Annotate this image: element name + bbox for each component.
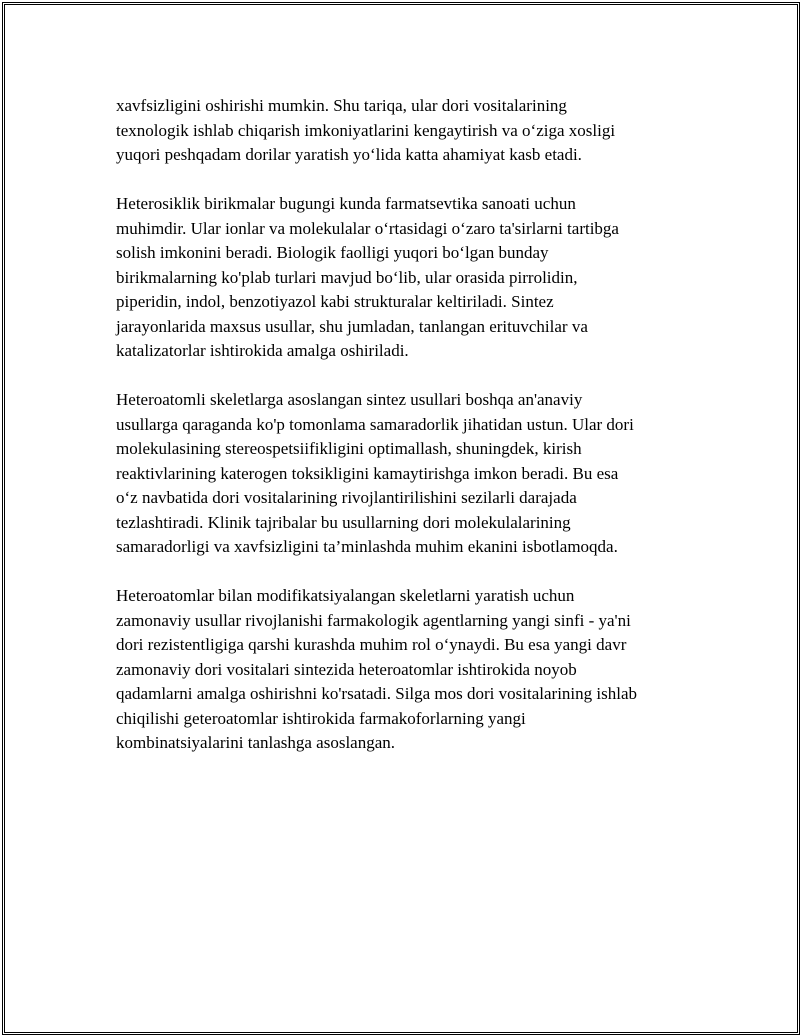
text-line: yuqori peshqadam dorilar yaratish yo‘lida katta ahamiyat kasb etadi.	[116, 145, 582, 164]
text-line: birikmalarning ko'plab turlari mavjud bo‘lib, ular orasida pirrolidin,	[116, 267, 578, 287]
text-line: kombinatsiyalarini tanlashga asoslangan.	[116, 733, 396, 752]
text-line: dori rezistentligiga qarshi kurashda muhim rol o‘ynaydi. Bu esa yangi davr	[116, 635, 627, 654]
text-line: zamonaviy usullar rivojlanishi farmakologik agentlarning yangi sinfi - ya'ni	[116, 610, 631, 630]
paragraph-4	[116, 584, 696, 756]
text-line: Heterosiklik birikmalar bugungi kunda farmatsevtika sanoati uchun	[116, 194, 576, 213]
text-line: usullarga qaraganda ko'p tomonlama samaradorlik jihatidan ustun. Ular dori	[116, 414, 634, 434]
text-line: qadamlarni amalga oshirishni ko'rsatadi. Silga mos dori vositalarining ishlab	[116, 684, 637, 703]
text-line: muhimdir. Ular ionlar va molekulalar o‘rtasidagi o‘zaro ta'sirlarni tartibga	[116, 218, 619, 238]
text-line: molekulasining stereospetsiifikligini optimallash, shuningdek, kirish	[116, 439, 582, 458]
text-line: xavfsizligini oshirishi mumkin. Shu tariqa, ular dori vositalarining	[116, 96, 567, 115]
text-line: katalizatorlar ishtirokida amalga oshiriladi.	[116, 341, 409, 360]
text-line: texnologik ishlab chiqarish imkoniyatlarini kengaytirish va o‘ziga xosligi	[116, 120, 616, 140]
text-line: Heteroatomlar bilan modifikatsiyalangan skeletlarni yaratish uchun	[116, 586, 575, 605]
text-line: solish imkonini beradi. Biologik faolligi yuqori bo‘lgan bunday	[116, 243, 549, 262]
paragraph-2	[116, 192, 696, 364]
text-line: o‘z navbatida dori vositalarining rivojlantirilishini sezilarli darajada	[116, 488, 577, 507]
text-line: piperidin, indol, benzotiyazol kabi strukturalar keltiriladi. Sintez	[116, 292, 554, 311]
text-line: samaradorligi va xavfsizligini ta’minlashda muhim ekanini isbotlamoqda.	[116, 537, 618, 556]
document-body	[116, 94, 696, 780]
text-line: tezlashtiradi. Klinik tajribalar bu usullarning dori molekulalarining	[116, 512, 571, 532]
paragraph-3	[116, 388, 696, 560]
text-line: reaktivlarining katerogen toksikligini kamaytirishga imkon beradi. Bu esa	[116, 463, 619, 483]
text-line: zamonaviy dori vositalari sintezida heteroatomlar ishtirokida noyob	[116, 659, 577, 679]
paragraph-1	[116, 94, 696, 168]
text-line: jarayonlarida maxsus usullar, shu jumladan, tanlangan erituvchilar va	[116, 316, 588, 336]
text-line: chiqilishi geteroatomlar ishtirokida farmakoforlarning yangi	[116, 708, 526, 728]
text-line: Heteroatomli skeletlarga asoslangan sintez usullari boshqa an'anaviy	[116, 390, 583, 409]
